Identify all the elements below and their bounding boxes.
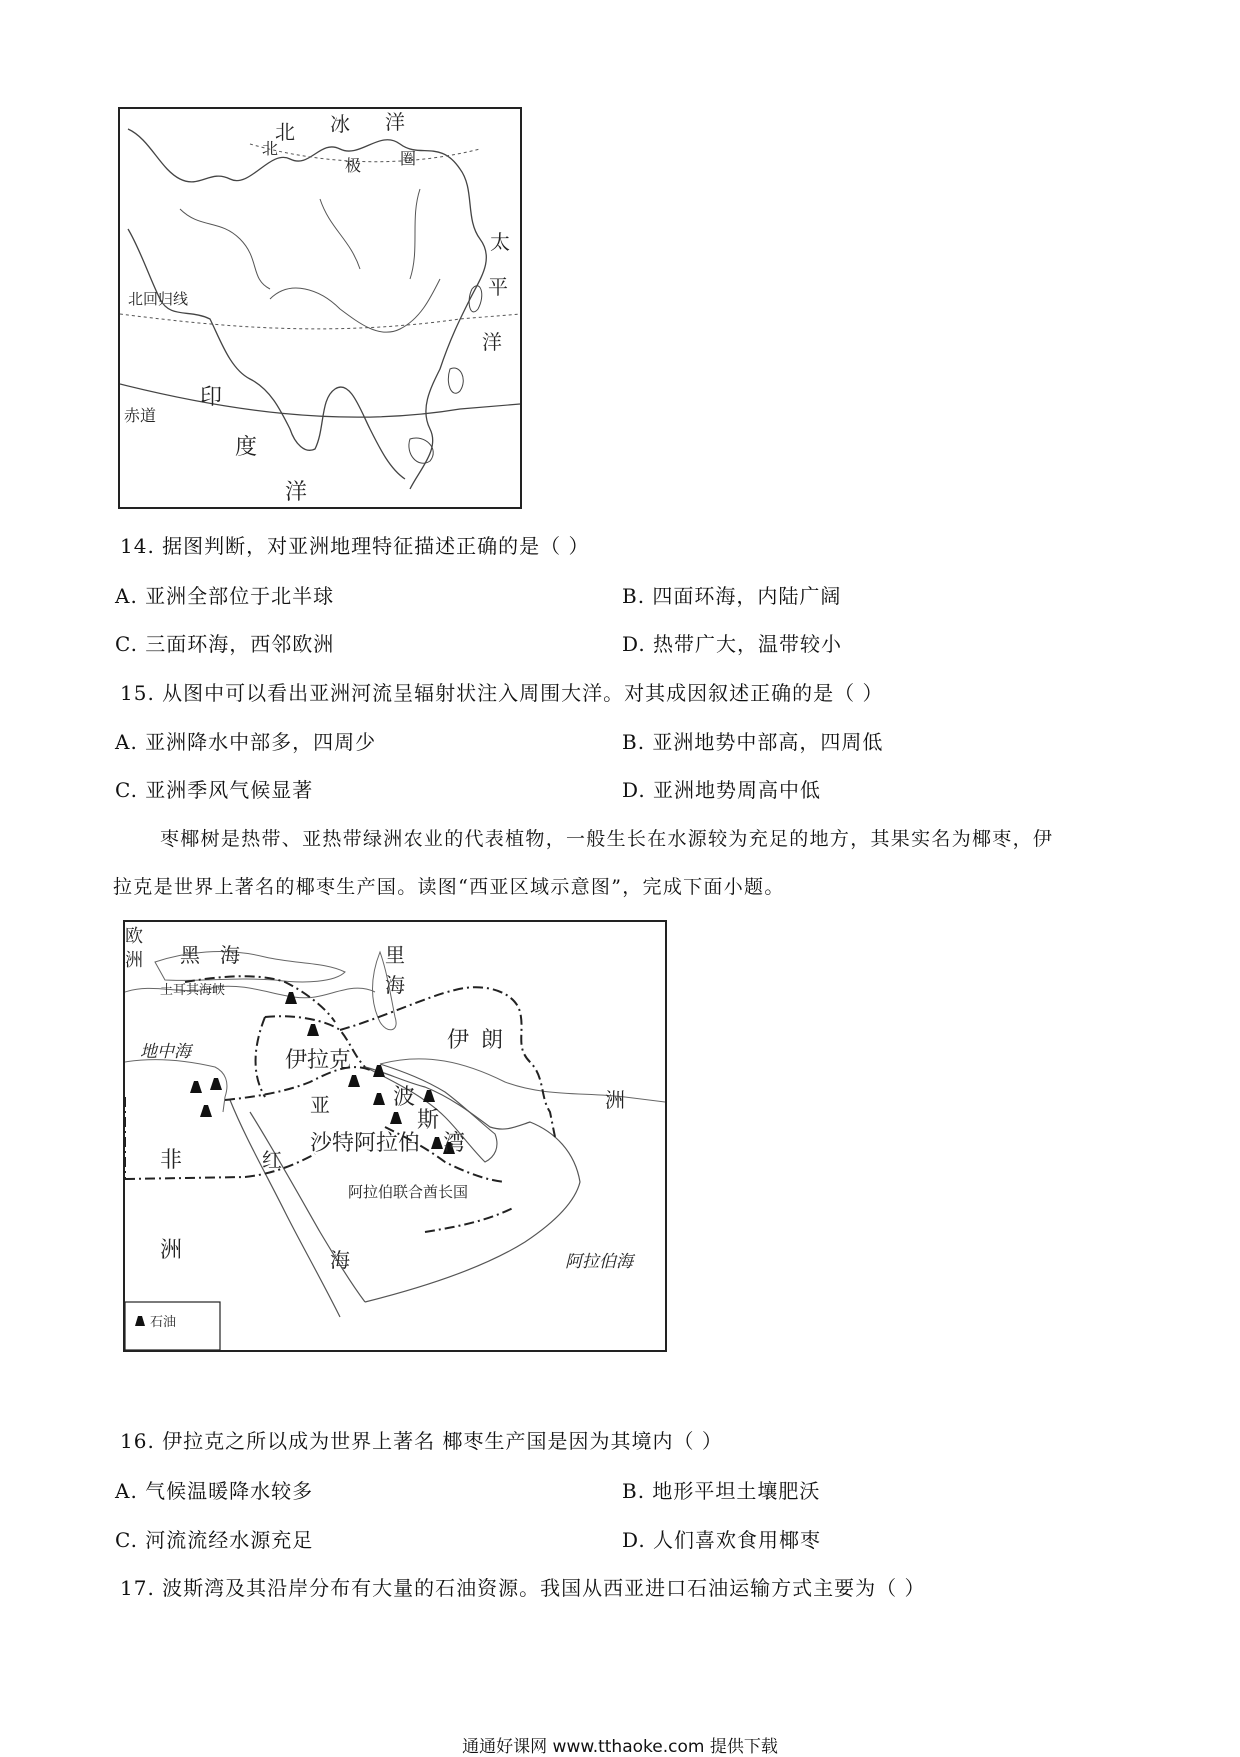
q14-option-d[interactable]: D. 热带广大，温带较小: [622, 632, 843, 656]
passage-line-2: 拉克是世界上著名的椰枣生产国。读图“西亚区域示意图”，完成下面小题。: [113, 876, 785, 898]
map1-label-8: 洋: [482, 330, 502, 354]
q15-option-a[interactable]: A. 亚洲降水中部多，四周少: [115, 730, 377, 754]
question-17: 17. 波斯湾及其沿岸分布有大量的石油资源。我国从西亚进口石油运输方式主要为（ ）: [120, 1576, 926, 1600]
oil-legend-icon: [135, 1316, 145, 1326]
q16-option-d[interactable]: D. 人们喜欢食用椰枣: [622, 1528, 822, 1552]
map1-label-11: 印: [200, 385, 223, 410]
west-asia-map: [123, 920, 667, 1352]
map2-label-gulf-2: 斯: [417, 1108, 440, 1133]
map2-label-europe-1: 欧: [125, 926, 143, 947]
map1-label-6: 太: [490, 230, 510, 254]
map2-label-africa-2: 洲: [160, 1238, 183, 1263]
asia-map: [118, 107, 522, 509]
west-asia-map-drawing: [125, 922, 665, 1350]
map2-label-caspian-1: 里: [385, 943, 405, 967]
map1-label-7: 平: [488, 275, 508, 299]
map2-label-asia-2: 洲: [605, 1088, 625, 1112]
map1-label-5: 圈: [400, 149, 417, 168]
map2-label-black-sea: 黑海: [180, 943, 260, 967]
map2-label-iraq: 伊拉克: [285, 1048, 352, 1073]
map2-label-strait: 土耳其海峡: [160, 983, 226, 998]
map1-label-9: 北回归线: [128, 290, 189, 308]
q16-option-c[interactable]: C. 河流流经水源充足: [115, 1528, 314, 1552]
map2-label-africa-1: 非: [160, 1148, 183, 1173]
oil-markers: [190, 992, 455, 1154]
map1-label-13: 洋: [285, 480, 308, 505]
map2-label-gulf-1: 波: [393, 1085, 416, 1110]
map2-label-red-sea-1: 红: [262, 1148, 282, 1172]
map1-label-10: 赤道: [124, 406, 157, 425]
q15-option-b[interactable]: B. 亚洲地势中部高，四周低: [622, 730, 884, 754]
map2-label-caspian-2: 海: [385, 973, 405, 997]
map1-label-4: 极: [345, 156, 362, 175]
map1-label-2: 洋: [385, 110, 405, 134]
map2-label-gulf-3: 湾: [443, 1131, 466, 1156]
map2-label-red-sea-2: 海: [330, 1248, 350, 1272]
map1-label-1: 冰: [330, 112, 350, 136]
asia-map-drawing: [120, 109, 520, 507]
q14-option-b[interactable]: B. 四面环海，内陆广阔: [622, 584, 842, 608]
map2-label-arabian-sea: 阿拉伯海: [565, 1252, 633, 1272]
map2-label-asia-1: 亚: [310, 1093, 330, 1117]
q16-option-a[interactable]: A. 气候温暖降水较多: [115, 1479, 314, 1503]
page-footer: 通通好课网 www.tthaoke.com 提供下载: [462, 1737, 778, 1757]
q15-option-d[interactable]: D. 亚洲地势周高中低: [622, 778, 822, 802]
q14-option-a[interactable]: A. 亚洲全部位于北半球: [115, 584, 335, 608]
map1-label-12: 度: [235, 435, 258, 460]
map2-label-europe-2: 洲: [125, 950, 143, 971]
question-15: 15. 从图中可以看出亚洲河流呈辐射状注入周围大洋。对其成因叙述正确的是（ ）: [120, 681, 884, 705]
map2-label-uae: 阿拉伯联合酋长国: [348, 1183, 469, 1201]
map1-label-3: 北: [262, 139, 279, 158]
map2-label-saudi: 沙特阿拉伯: [310, 1131, 421, 1156]
q15-option-c[interactable]: C. 亚洲季风气候显著: [115, 778, 314, 802]
q14-option-c[interactable]: C. 三面环海，西邻欧洲: [115, 632, 335, 656]
map2-legend-label: 石油: [150, 1315, 177, 1330]
question-14: 14. 据图判断，对亚洲地理特征描述正确的是（ ）: [120, 534, 590, 558]
q16-option-b[interactable]: B. 地形平坦土壤肥沃: [622, 1479, 821, 1503]
map2-label-med: 地中海: [140, 1042, 191, 1062]
passage-line-1: 枣椰树是热带、亚热带绿洲农业的代表植物，一般生长在水源较为充足的地方，其果实名为椰枣，伊: [160, 828, 1054, 850]
map1-label-0: 北: [275, 120, 295, 144]
question-16: 16. 伊拉克之所以成为世界上著名 椰枣生产国是因为其境内（ ）: [120, 1429, 723, 1453]
map2-label-iran: 伊朗: [447, 1028, 516, 1053]
